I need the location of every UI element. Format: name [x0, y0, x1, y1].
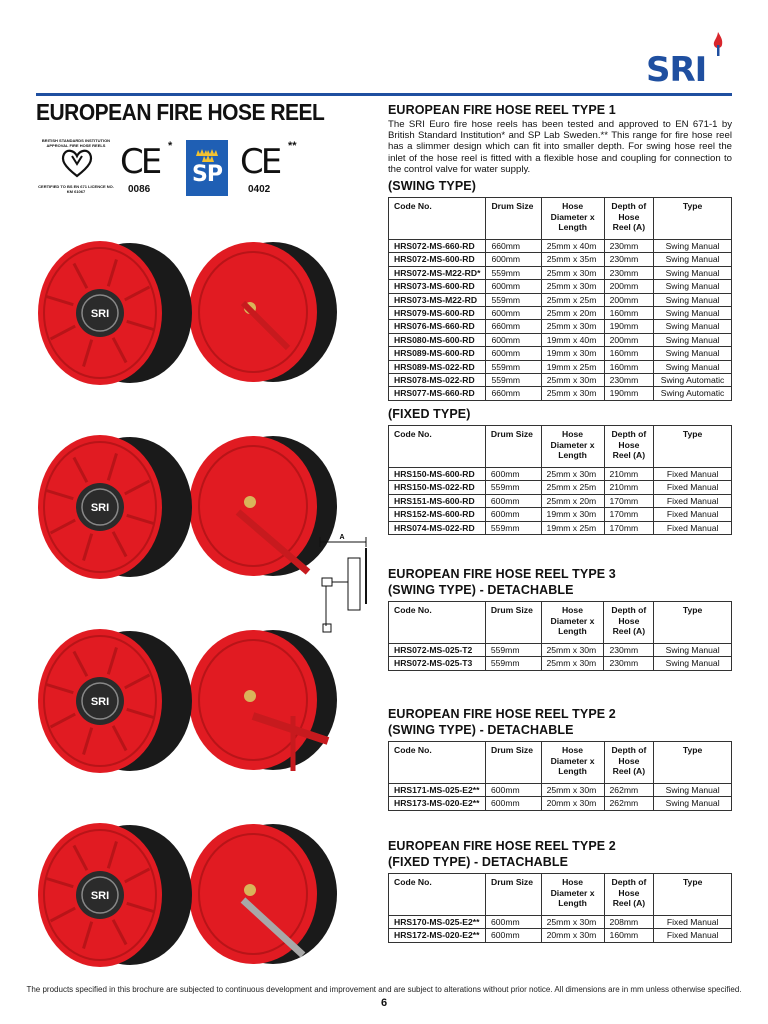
table-cell: 19mm x 30m: [541, 347, 604, 360]
spec-section-3: [388, 706, 732, 811]
table-cell: 19mm x 25m: [541, 521, 604, 534]
table-cell: Swing Automatic: [654, 374, 732, 387]
table-cell: 25mm x 20m: [541, 307, 604, 320]
column-header: Drum Size: [485, 874, 541, 916]
table-cell: Swing Manual: [654, 293, 732, 306]
table-cell: Swing Manual: [654, 307, 732, 320]
table-cell: Swing Manual: [654, 797, 732, 810]
table-row: [389, 508, 732, 521]
column-header: Type: [654, 198, 732, 240]
spec-table: [388, 197, 732, 401]
table-cell: 25mm x 30m: [541, 320, 604, 333]
table-cell: 25mm x 30m: [541, 657, 604, 670]
table-cell: 25mm x 20m: [541, 494, 604, 507]
table-cell: 25mm x 35m: [541, 253, 604, 266]
column-header: Drum Size: [486, 198, 541, 240]
reel-hub-label: SRI: [90, 890, 110, 902]
section-title: EUROPEAN FIRE HOSE REEL TYPE 2: [388, 707, 616, 721]
table-cell: HRS072-MS-M22-RD*: [389, 266, 486, 279]
table-cell: 170mm: [604, 494, 654, 507]
table-cell: HRS151-MS-600-RD: [389, 494, 486, 507]
table-cell: 559mm: [486, 266, 541, 279]
table-cell: HRS150-MS-022-RD: [389, 481, 486, 494]
reel-hub-label: SRI: [90, 696, 110, 708]
column-header: Hose Diameter x Length: [541, 602, 604, 644]
table-cell: 25mm x 30m: [541, 374, 604, 387]
table-cell: HRS080-MS-600-RD: [389, 333, 486, 346]
column-header: Depth of Hose Reel (A): [604, 198, 654, 240]
table-header-row: [389, 198, 732, 240]
column-header: Type: [654, 426, 732, 468]
table-cell: 25mm x 30m: [541, 644, 604, 657]
table-cell: 600mm: [485, 916, 541, 929]
table-row: [389, 784, 732, 797]
table-row: [389, 240, 732, 253]
table-cell: Swing Manual: [654, 253, 732, 266]
table-cell: 600mm: [486, 333, 541, 346]
table-cell: Swing Manual: [654, 784, 732, 797]
table-cell: Fixed Manual: [654, 481, 732, 494]
sp-text: SP: [192, 162, 222, 187]
table-cell: 600mm: [485, 508, 541, 521]
table-header-row: [389, 602, 732, 644]
table-cell: Swing Manual: [654, 266, 732, 279]
intro-block: [388, 102, 732, 175]
table-cell: 230mm: [604, 657, 654, 670]
depth-diagram: [318, 534, 378, 644]
table-cell: 208mm: [604, 916, 654, 929]
hose-reel-image-2: [38, 432, 338, 582]
table-row: [389, 797, 732, 810]
table-row: [389, 280, 732, 293]
table-cell: HRS152-MS-600-RD: [389, 508, 486, 521]
table-cell: Swing Manual: [654, 347, 732, 360]
ce-mark-2-number: 0402: [248, 184, 271, 195]
table-cell: 262mm: [604, 797, 654, 810]
table-cell: 25mm x 25m: [541, 481, 604, 494]
certification-marks: [36, 134, 366, 204]
table-header-row: [389, 742, 732, 784]
column-header: Depth of Hose Reel (A): [604, 426, 654, 468]
table-cell: Fixed Manual: [654, 494, 732, 507]
header-rule: [36, 93, 732, 96]
section-title: (SWING TYPE) - DETACHABLE: [388, 723, 574, 737]
table-row: [389, 916, 732, 929]
table-header-row: [389, 426, 732, 468]
table-cell: 19mm x 25m: [541, 360, 604, 373]
table-cell: Fixed Manual: [654, 916, 732, 929]
intro-text: The SRI Euro fire hose reels has been tested and approved to EN 671-1 by British Standard Institution* and SP Lab Sweden.** This range for fire hose reel has a slimmer design which can fit into smaller depth. For swing hose reel the inlet of the hose reel is fitted with a flexible hose and coupling for connection to the control valve for water supply.: [388, 119, 732, 175]
table-cell: HRS079-MS-600-RD: [389, 307, 486, 320]
section-title: (FIXED TYPE) - DETACHABLE: [388, 855, 569, 869]
table-cell: 660mm: [486, 320, 541, 333]
ce-mark-1-number: 0086: [128, 184, 151, 195]
table-cell: 25mm x 30m: [541, 387, 604, 400]
table-cell: Swing Manual: [654, 360, 732, 373]
spec-table: [388, 741, 732, 811]
table-cell: 262mm: [604, 784, 654, 797]
table-cell: HRS073-MS-600-RD: [389, 280, 486, 293]
table-cell: Swing Manual: [654, 320, 732, 333]
reel-hub-label: SRI: [90, 308, 110, 320]
table-cell: 160mm: [604, 307, 654, 320]
table-cell: Swing Manual: [654, 280, 732, 293]
table-cell: Fixed Manual: [654, 468, 732, 481]
table-cell: 600mm: [486, 347, 541, 360]
section-title: (SWING TYPE) - DETACHABLE: [388, 583, 574, 597]
table-cell: Swing Manual: [654, 644, 732, 657]
table-cell: 230mm: [604, 253, 654, 266]
table-row: [389, 266, 732, 279]
table-cell: 600mm: [485, 797, 541, 810]
table-row: [389, 333, 732, 346]
table-cell: 559mm: [486, 374, 541, 387]
page-number: 6: [380, 997, 388, 1009]
table-cell: 210mm: [604, 468, 654, 481]
table-cell: 600mm: [486, 307, 541, 320]
page-title: EUROPEAN FIRE HOSE REEL: [36, 100, 325, 126]
table-row: [389, 360, 732, 373]
flame-icon: [712, 32, 724, 56]
table-row: [389, 387, 732, 400]
table-cell: 660mm: [486, 387, 541, 400]
table-cell: 25mm x 30m: [541, 266, 604, 279]
table-cell: HRS072-MS-660-RD: [389, 240, 486, 253]
table-cell: 25mm x 25m: [541, 293, 604, 306]
table-cell: 20mm x 30m: [541, 797, 604, 810]
spec-section-0: [388, 178, 732, 401]
table-cell: HRS089-MS-600-RD: [389, 347, 486, 360]
table-row: [389, 253, 732, 266]
column-header: Depth of Hose Reel (A): [604, 602, 654, 644]
table-cell: HRS077-MS-660-RD: [389, 387, 486, 400]
table-cell: 190mm: [604, 320, 654, 333]
table-row: [389, 468, 732, 481]
table-cell: 559mm: [485, 644, 541, 657]
bsi-licence: CERTIFIED TO BS EN 671 LICENCE NO. KM 61067: [38, 184, 114, 194]
table-cell: 210mm: [604, 481, 654, 494]
column-header: Type: [654, 874, 732, 916]
table-row: [389, 657, 732, 670]
table-row: [389, 293, 732, 306]
column-header: Code No.: [389, 426, 486, 468]
table-row: [389, 521, 732, 534]
column-header: Depth of Hose Reel (A): [604, 874, 654, 916]
table-cell: Swing Manual: [654, 657, 732, 670]
table-cell: HRS072-MS-025-T2: [389, 644, 486, 657]
table-cell: 160mm: [604, 360, 654, 373]
table-cell: HRS074-MS-022-RD: [389, 521, 486, 534]
table-cell: 559mm: [485, 481, 541, 494]
table-row: [389, 347, 732, 360]
column-header: Hose Diameter x Length: [541, 742, 604, 784]
hose-reel-image-3: [38, 626, 338, 776]
crown-icon: [194, 146, 220, 162]
table-cell: 25mm x 30m: [541, 916, 604, 929]
table-cell: 25mm x 30m: [541, 468, 604, 481]
table-cell: HRS072-MS-600-RD: [389, 253, 486, 266]
table-cell: 200mm: [604, 280, 654, 293]
table-cell: 230mm: [604, 374, 654, 387]
table-cell: 19mm x 40m: [541, 333, 604, 346]
table-cell: Fixed Manual: [654, 508, 732, 521]
section-title: EUROPEAN FIRE HOSE REEL TYPE 2: [388, 839, 616, 853]
table-cell: 600mm: [486, 253, 541, 266]
table-cell: Fixed Manual: [654, 929, 732, 942]
table-cell: 600mm: [485, 784, 541, 797]
table-header-row: [389, 874, 732, 916]
reel-hub-label: SRI: [90, 502, 110, 514]
table-cell: 600mm: [485, 494, 541, 507]
table-cell: Swing Manual: [654, 333, 732, 346]
column-header: Code No.: [389, 874, 486, 916]
table-cell: Swing Automatic: [654, 387, 732, 400]
column-header: Type: [654, 602, 732, 644]
hose-reel-image-4: [38, 820, 338, 970]
column-header: Code No.: [389, 198, 486, 240]
table-cell: Fixed Manual: [654, 521, 732, 534]
table-row: [389, 929, 732, 942]
column-header: Code No.: [389, 602, 486, 644]
kitemark-icon: [60, 148, 94, 178]
table-cell: 230mm: [604, 644, 654, 657]
table-cell: HRS171-MS-025-E2**: [389, 784, 486, 797]
column-header: Hose Diameter x Length: [541, 198, 604, 240]
table-cell: 160mm: [604, 929, 654, 942]
table-cell: 200mm: [604, 293, 654, 306]
column-header: Hose Diameter x Length: [541, 874, 604, 916]
column-header: Hose Diameter x Length: [541, 426, 604, 468]
table-cell: 559mm: [485, 657, 541, 670]
column-header: Drum Size: [485, 602, 541, 644]
ce-mark-1-star: *: [168, 140, 173, 152]
column-header: Depth of Hose Reel (A): [604, 742, 654, 784]
table-row: [389, 494, 732, 507]
table-cell: 200mm: [604, 333, 654, 346]
sp-mark: [186, 140, 228, 196]
table-cell: 559mm: [485, 521, 541, 534]
table-cell: 20mm x 30m: [541, 929, 604, 942]
table-cell: 230mm: [604, 266, 654, 279]
table-cell: HRS170-MS-025-E2**: [389, 916, 486, 929]
table-cell: HRS172-MS-020-E2**: [389, 929, 486, 942]
column-header: Code No.: [389, 742, 486, 784]
table-cell: 19mm x 30m: [541, 508, 604, 521]
section-title: (SWING TYPE): [388, 179, 477, 193]
spec-table: [388, 873, 732, 943]
table-cell: 600mm: [485, 929, 541, 942]
table-cell: 600mm: [485, 468, 541, 481]
column-header: Drum Size: [485, 742, 541, 784]
bsi-caption: BRITISH STANDARDS INSTITUTION APPROVAL FIRE HOSE REELS: [41, 138, 111, 148]
sri-logo: [646, 32, 730, 90]
hose-reel-image-1: [38, 238, 338, 388]
table-cell: 559mm: [486, 293, 541, 306]
table-cell: HRS150-MS-600-RD: [389, 468, 486, 481]
footer-disclaimer: The products specified in this brochure are subjected to continuous development and improvement and are subject to alterations without prior notice. All dimensions are in mm unless otherwise specified.: [26, 985, 742, 994]
table-cell: 600mm: [486, 280, 541, 293]
table-row: [389, 481, 732, 494]
spec-table: [388, 425, 732, 535]
table-cell: 170mm: [604, 521, 654, 534]
table-cell: 660mm: [486, 240, 541, 253]
table-cell: HRS089-MS-022-RD: [389, 360, 486, 373]
ce-mark-2-star: **: [288, 140, 297, 152]
table-cell: HRS076-MS-660-RD: [389, 320, 486, 333]
section-title: EUROPEAN FIRE HOSE REEL TYPE 3: [388, 567, 616, 581]
table-cell: HRS078-MS-022-RD: [389, 374, 486, 387]
table-cell: 160mm: [604, 347, 654, 360]
table-row: [389, 644, 732, 657]
diagram-label: A: [339, 534, 345, 541]
table-cell: 190mm: [604, 387, 654, 400]
table-cell: 25mm x 40m: [541, 240, 604, 253]
table-cell: 25mm x 30m: [541, 280, 604, 293]
table-row: [389, 374, 732, 387]
ce-mark-2: CE: [240, 142, 280, 182]
table-cell: 170mm: [604, 508, 654, 521]
table-cell: 230mm: [604, 240, 654, 253]
table-row: [389, 320, 732, 333]
ce-mark-1: CE: [120, 142, 160, 182]
intro-title: EUROPEAN FIRE HOSE REEL TYPE 1: [388, 103, 616, 117]
spec-section-1: [388, 406, 732, 535]
section-title: (FIXED TYPE): [388, 407, 471, 421]
spec-section-2: [388, 566, 732, 671]
table-cell: Swing Manual: [654, 240, 732, 253]
table-cell: 25mm x 30m: [541, 784, 604, 797]
spec-table: [388, 601, 732, 671]
table-cell: 559mm: [486, 360, 541, 373]
column-header: Drum Size: [485, 426, 541, 468]
spec-section-4: [388, 838, 732, 943]
table-cell: HRS072-MS-025-T3: [389, 657, 486, 670]
table-cell: HRS173-MS-020-E2**: [389, 797, 486, 810]
column-header: Type: [654, 742, 732, 784]
logo-text: SRI: [646, 50, 707, 90]
table-row: [389, 307, 732, 320]
table-cell: HRS073-MS-M22-RD: [389, 293, 486, 306]
